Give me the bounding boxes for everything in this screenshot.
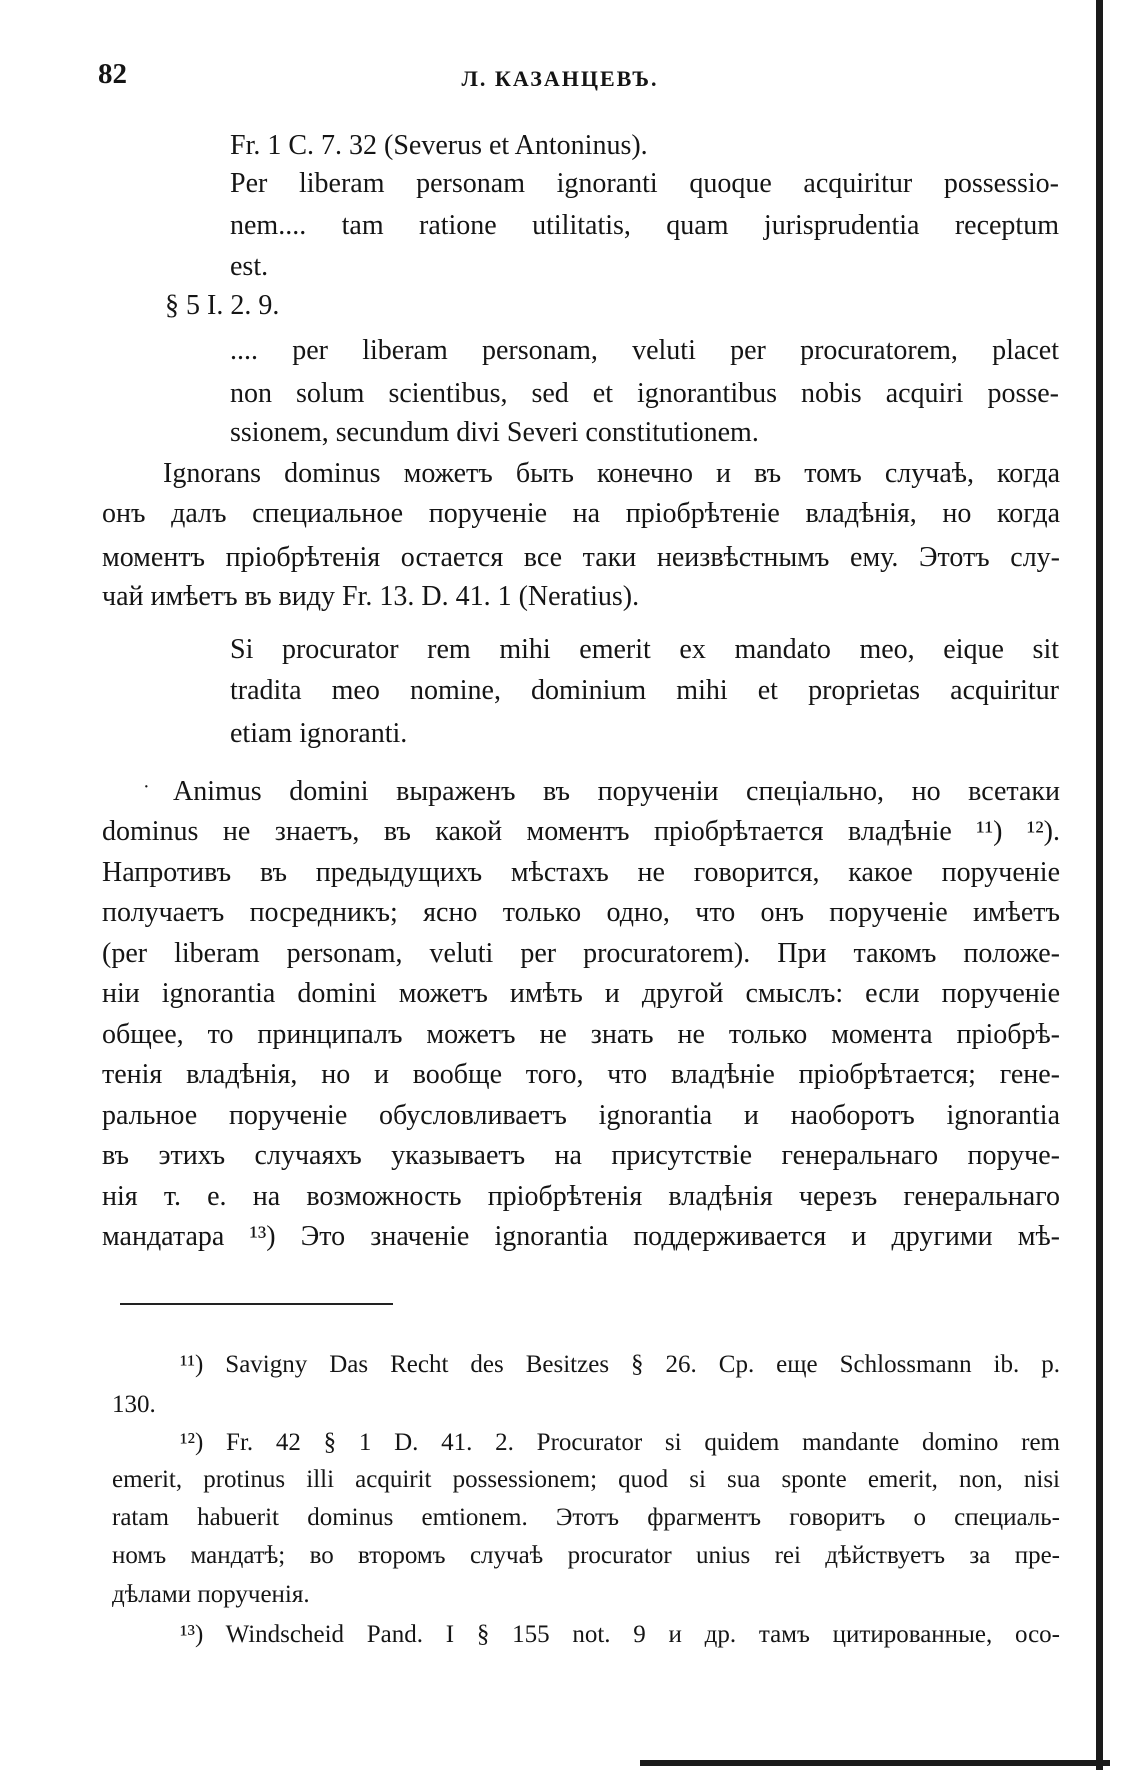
footnote-line: ¹²) Fr. 42 § 1 D. 41. 2. Procurator si quidem mandante domino rem [180, 1429, 1060, 1456]
body-line: tradita meo nomine, dominium mihi et proprietas acquiritur [230, 675, 1059, 706]
footnote-line: emerit, protinus illi acquirit possessionem; quod si sua sponte emerit, non, nisi [112, 1466, 1060, 1493]
footnote-line: дѣлами порученія. [112, 1581, 310, 1608]
print-speck: · [143, 776, 150, 798]
running-head: Л. КАЗАНЦЕВЪ. [461, 66, 659, 91]
footnote-line: 130. [112, 1391, 156, 1418]
body-line: тенія владѣнія, но и вообще того, что владѣніе пріобрѣтается; гене- [102, 1059, 1060, 1090]
body-line: чай имѣетъ въ виду Fr. 13. D. 41. 1 (Neratius). [102, 581, 640, 612]
page-edge-bottom [640, 1760, 1110, 1766]
body-line: Fr. 1 C. 7. 32 (Severus et Antoninus). [230, 130, 648, 161]
body-line: ральное порученіе обусловливаетъ ignorantia и наоборотъ ignorantia [102, 1100, 1060, 1131]
body-line: non solum scientibus, sed et ignorantibus nobis acquiri posse- [230, 378, 1059, 409]
body-line: онъ далъ специальное порученіе на пріобрѣтеніе владѣнія, но когда [102, 498, 1060, 529]
body-line: мандатара ¹³) Это значеніе ignorantia поддерживается и другими мѣ- [102, 1221, 1060, 1252]
footnote-rule [120, 1303, 393, 1305]
body-line: Animus domini выраженъ въ порученіи спеціально, но всетаки [173, 776, 1060, 807]
body-line: въ этихъ случаяхъ указываетъ на присутствіе генеральнаго поруче- [102, 1140, 1060, 1171]
page-edge-right [1096, 0, 1103, 1770]
body-line: Напротивъ въ предыдущихъ мѣстахъ не говорится, какое порученіе [102, 857, 1060, 888]
body-line: получаетъ посредникъ; ясно только одно, что онъ порученіе имѣетъ [102, 897, 1060, 928]
body-line: § 5 I. 2. 9. [165, 290, 280, 321]
body-line: Per liberam personam ignoranti quoque acquiritur possessio- [230, 168, 1059, 199]
body-line: общее, то принципалъ можетъ не знать не только момента пріобрѣ- [102, 1019, 1060, 1050]
page-number: 82 [98, 58, 127, 90]
footnote-line: ratam habuerit dominus emtionem. Этотъ фрагментъ говоритъ о специаль- [112, 1504, 1060, 1531]
body-line: ssionem, secundum divi Severi constitutionem. [230, 417, 759, 448]
footnote-line: ¹¹) Savigny Das Recht des Besitzes § 26. Ср. еще Schlossmann ib. p. [180, 1351, 1060, 1378]
body-line: Ignorans dominus можетъ быть конечно и въ томъ случаѣ, когда [163, 458, 1060, 489]
body-line: моментъ пріобрѣтенія остается все таки неизвѣстнымъ ему. Этотъ слу- [102, 542, 1060, 573]
body-line: (per liberam personam, veluti per procuratorem). При такомъ положе- [102, 938, 1060, 969]
body-line: Si procurator rem mihi emerit ex mandato meo, eique sit [230, 634, 1059, 665]
body-line: etiam ignoranti. [230, 718, 408, 749]
body-line: dominus не знаетъ, въ какой моментъ пріобрѣтается владѣніе ¹¹) ¹²). [102, 816, 1060, 847]
body-line: nem.... tam ratione utilitatis, quam jurisprudentia receptum [230, 210, 1059, 241]
body-line: .... per liberam personam, veluti per procuratorem, placet [230, 335, 1059, 366]
body-line: est. [230, 251, 269, 282]
body-line: ніи ignorantia domini можетъ имѣть и другой смыслъ: если порученіе [102, 978, 1060, 1009]
footnote-line: ¹³) Windscheid Pand. I § 155 not. 9 и др. тамъ цитированные, осо- [180, 1621, 1060, 1648]
body-line: нія т. е. на возможность пріобрѣтенія владѣнія черезъ генеральнаго [102, 1181, 1060, 1212]
footnote-line: номъ мандатѣ; во второмъ случаѣ procurator unius rei дѣйствуетъ за пре- [112, 1542, 1060, 1569]
